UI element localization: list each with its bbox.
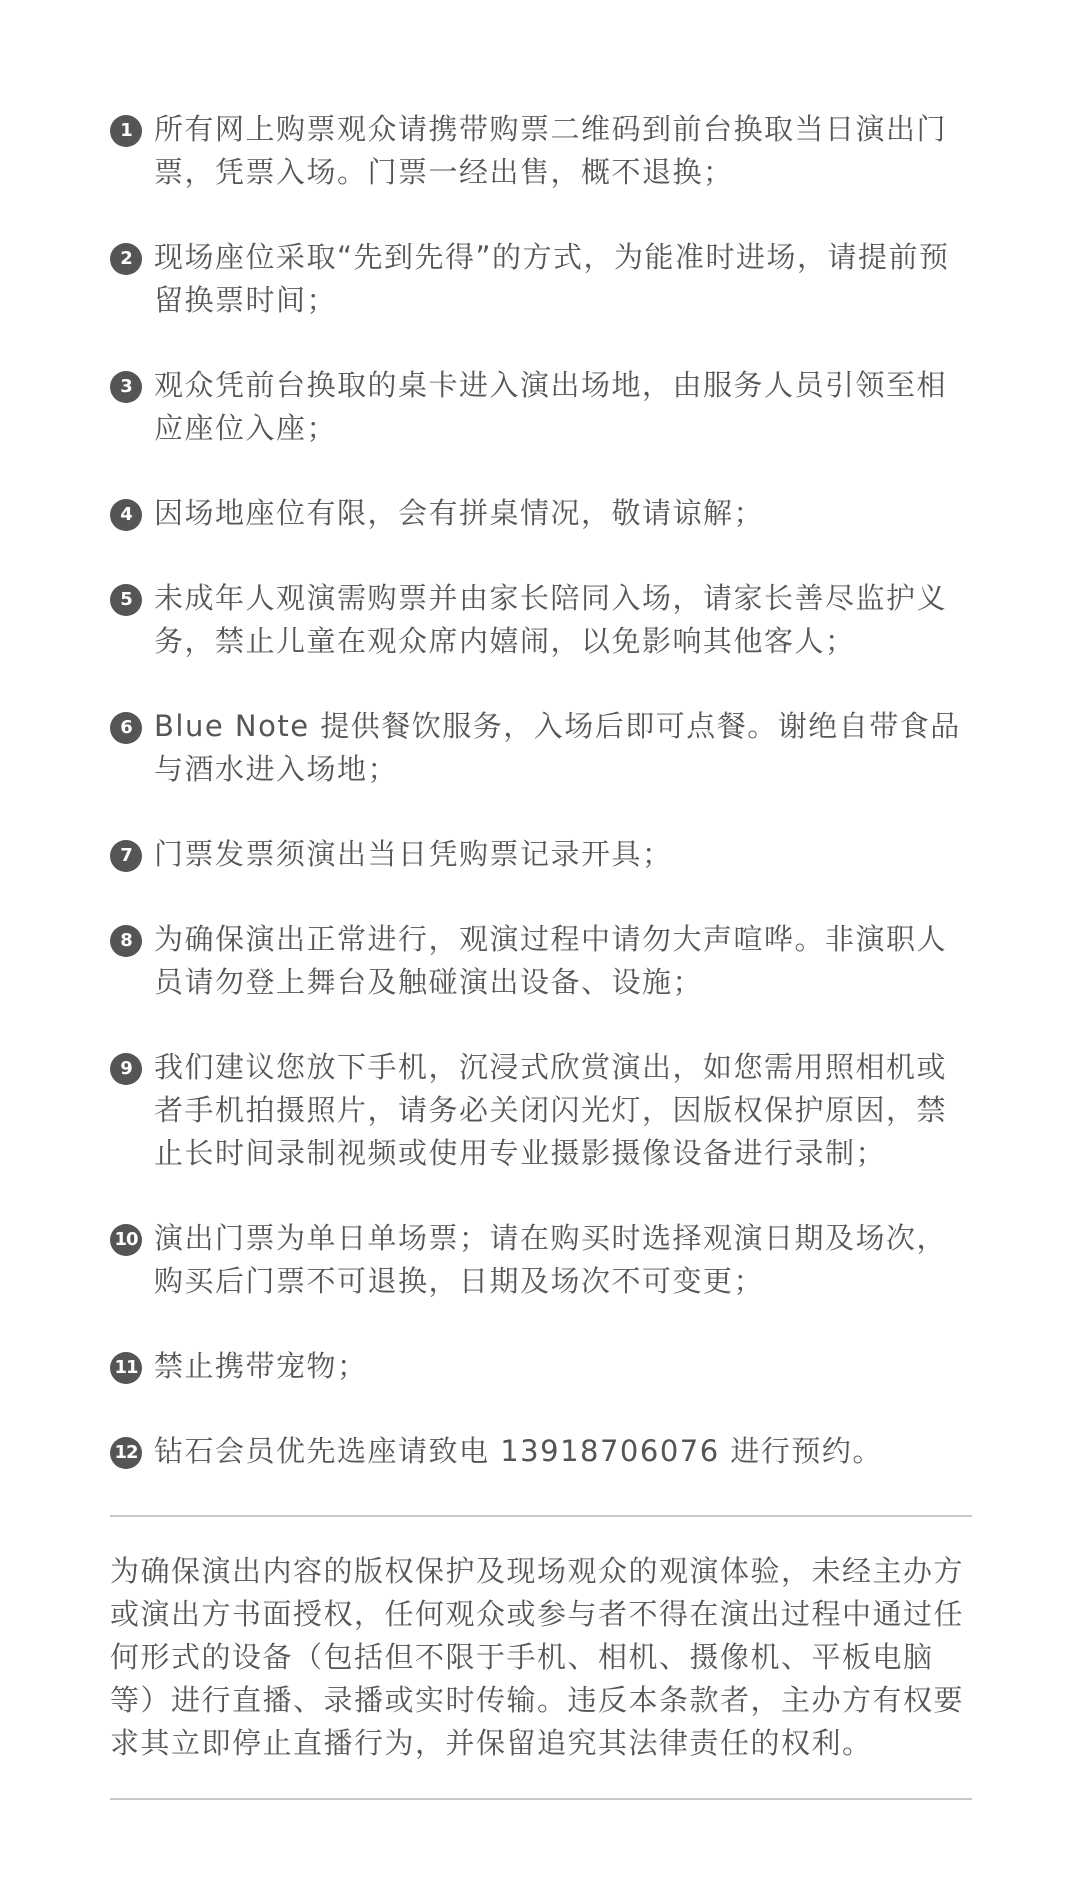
rule-text: 门票发票须演出当日凭购票记录开具； <box>154 837 673 871</box>
rule-text: 为确保演出正常进行，观演过程中请勿大声喧哗。非演职人员请勿登上舞台及触碰演出设备、设施； <box>154 922 948 999</box>
rule-number-badge: 2 <box>110 243 142 275</box>
rule-number-badge: 5 <box>110 584 142 616</box>
rule-number-badge: 10 <box>110 1224 142 1256</box>
rule-item <box>110 492 972 535</box>
rule-item <box>110 364 972 450</box>
rule-text: 现场座位采取“先到先得”的方式，为能准时进场，请提前预留换票时间； <box>154 240 950 317</box>
rule-item <box>110 108 972 194</box>
rule-text: 我们建议您放下手机，沉浸式欣赏演出，如您需用照相机或者手机拍摄照片，请务必关闭闪光灯，因版权保护原因，禁止长时间录制视频或使用专业摄影摄像设备进行录制； <box>154 1050 948 1170</box>
rule-number-badge: 6 <box>110 712 142 744</box>
divider-bottom <box>110 1798 972 1800</box>
rule-number-badge: 11 <box>110 1352 142 1384</box>
rule-number-badge: 7 <box>110 840 142 872</box>
rule-item <box>110 236 972 322</box>
rule-text: 所有网上购票观众请携带购票二维码到前台换取当日演出门票，凭票入场。门票一经出售，概不退换； <box>154 112 948 189</box>
rule-number-badge: 1 <box>110 115 142 147</box>
rule-text: 演出门票为单日单场票；请在购买时选择观演日期及场次，购买后门票不可退换，日期及场次不可变更； <box>154 1221 948 1298</box>
rule-text: 因场地座位有限，会有拼桌情况，敬请谅解； <box>154 496 765 530</box>
rule-text: 未成年人观演需购票并由家长陪同入场，请家长善尽监护义务，禁止儿童在观众席内嬉闹，以免影响其他客人； <box>154 581 948 658</box>
rule-text: 钻石会员优先选座请致电 13918706076 进行预约。 <box>154 1434 883 1468</box>
rules-list <box>110 108 972 1473</box>
rule-item <box>110 833 972 876</box>
divider-top <box>110 1515 972 1517</box>
rule-item <box>110 1345 972 1388</box>
rule-item <box>110 1217 972 1303</box>
rule-item <box>110 918 972 1004</box>
copyright-notice: 为确保演出内容的版权保护及现场观众的观演体验，未经主办方或演出方书面授权，任何观众或参与者不得在演出过程中通过任何形式的设备（包括但不限于手机、相机、摄像机、平板电脑等）进行直播、录播或实时传输。违反本条款者，主办方有权要求其立即停止直播行为，并保留追究其法律责任的权利。 <box>110 1554 965 1760</box>
rule-text: 禁止携带宠物； <box>154 1349 368 1383</box>
rule-item <box>110 705 972 791</box>
rule-item <box>110 1046 972 1175</box>
rule-number-badge: 4 <box>110 499 142 531</box>
rule-number-badge: 9 <box>110 1053 142 1085</box>
rule-number-badge: 12 <box>110 1437 142 1469</box>
rule-number-badge: 3 <box>110 371 142 403</box>
rule-item <box>110 1430 972 1473</box>
rule-text: 观众凭前台换取的桌卡进入演出场地，由服务人员引领至相应座位入座； <box>154 368 948 445</box>
rule-text: Blue Note 提供餐饮服务，入场后即可点餐。谢绝自带食品与酒水进入场地； <box>154 709 961 786</box>
rule-item <box>110 577 972 663</box>
rule-number-badge: 8 <box>110 925 142 957</box>
